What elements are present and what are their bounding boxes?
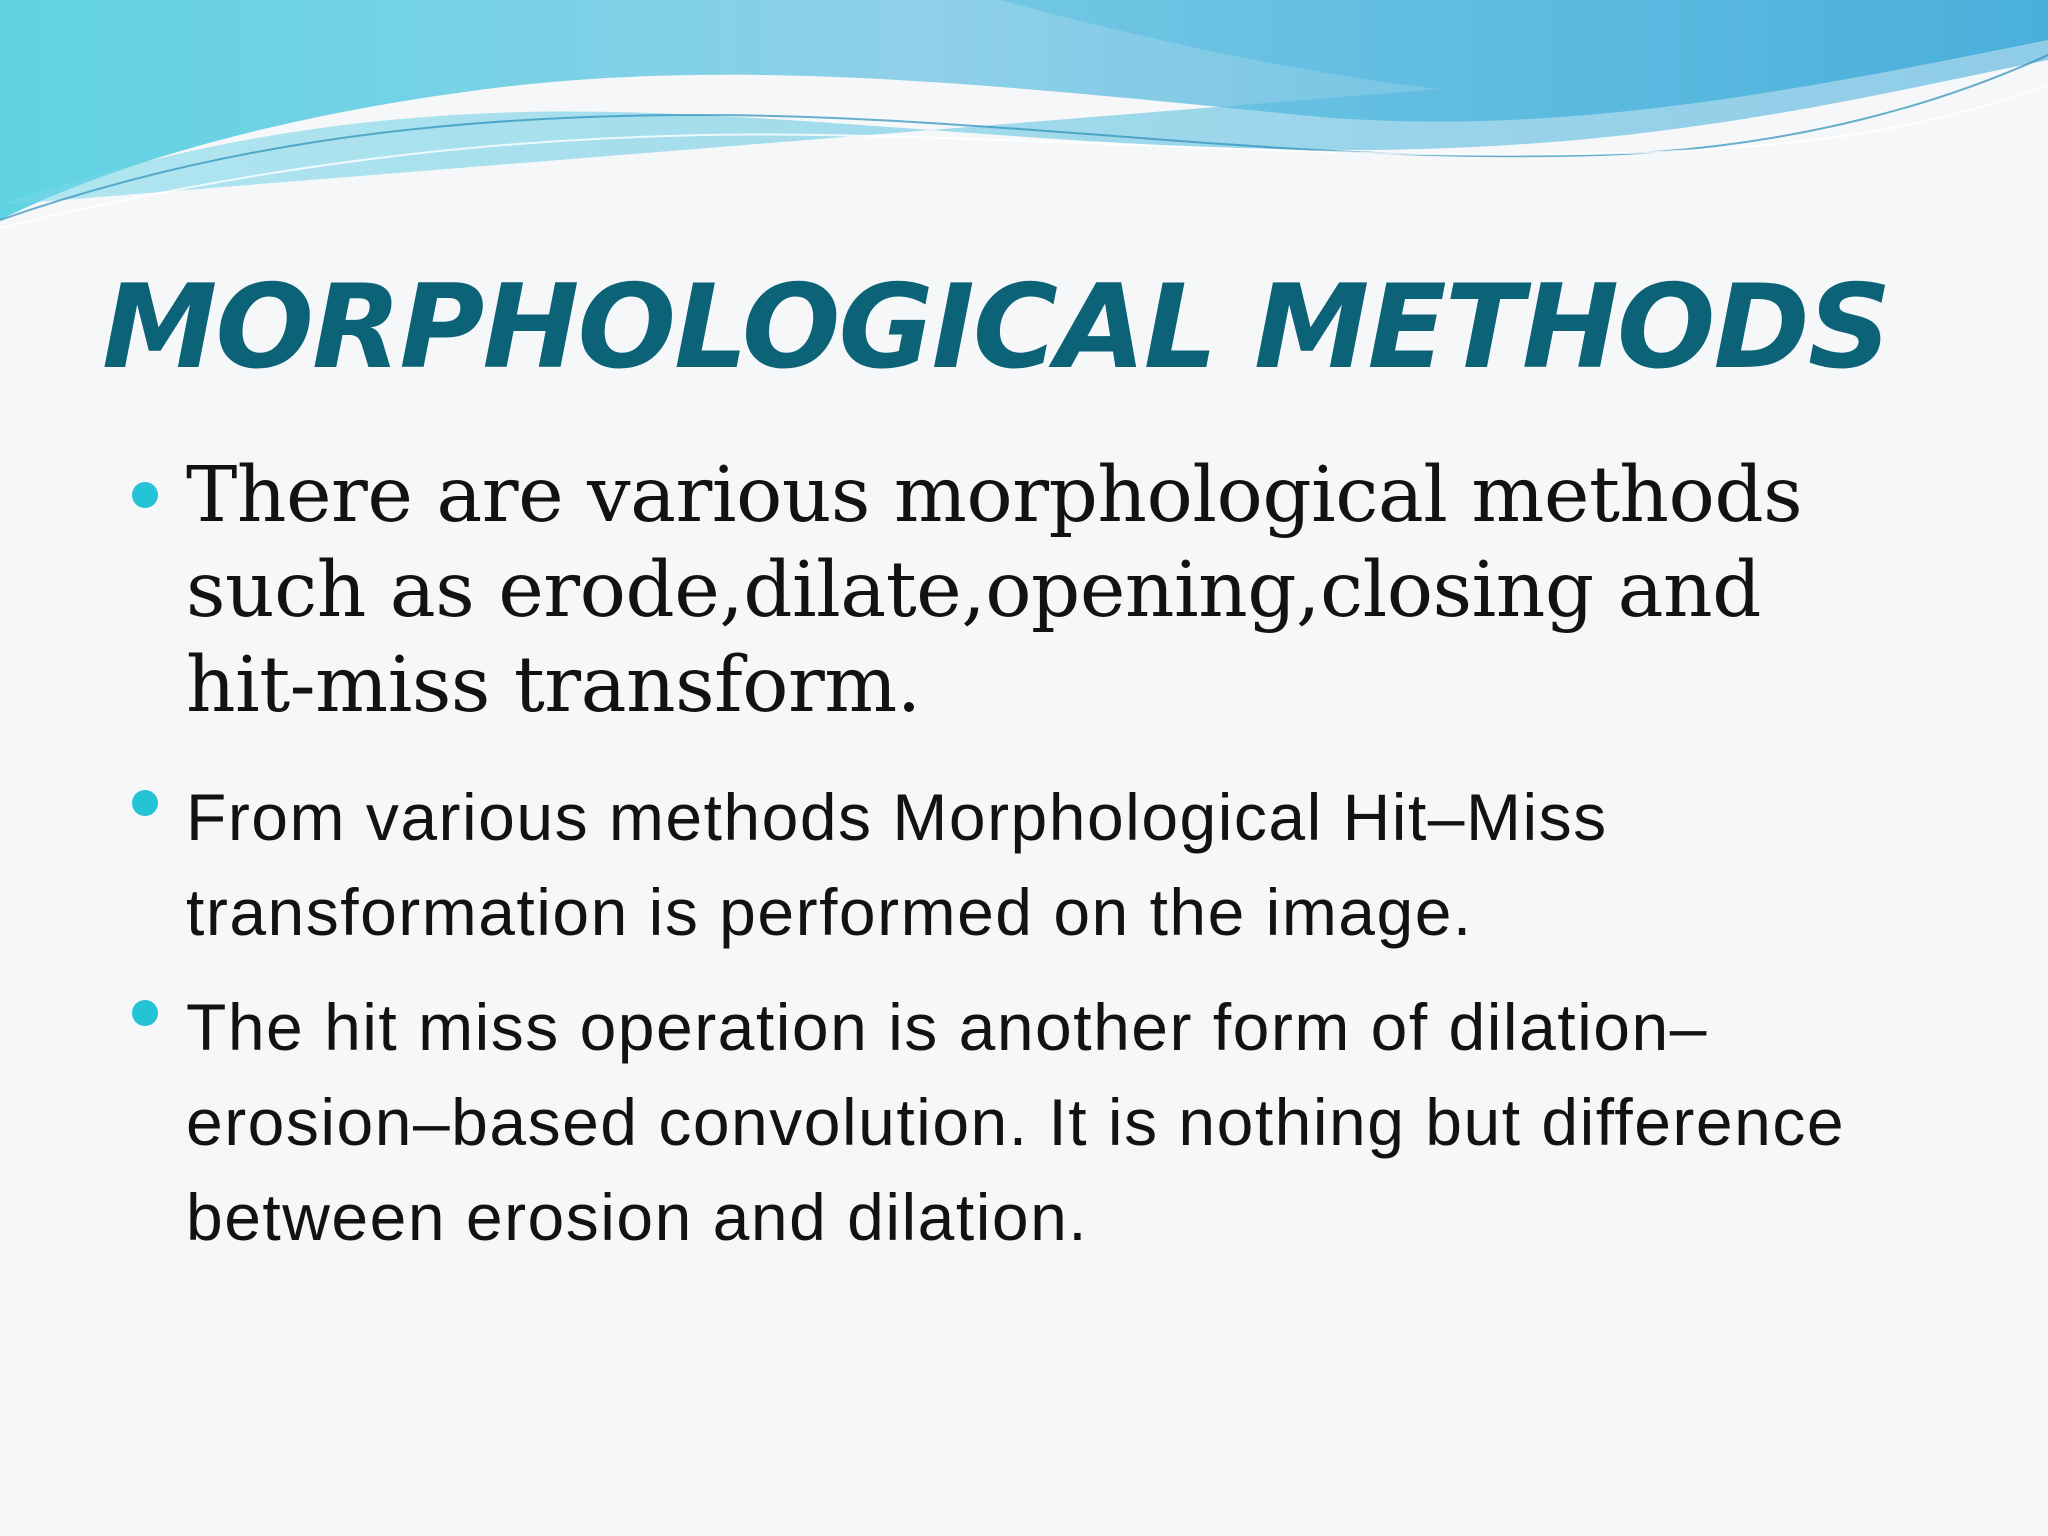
bullet-marker	[132, 790, 158, 816]
bullet-item-1: There are various morphological methods such as erode,dilate,opening,closing and hit-miss transform.	[186, 451, 1803, 730]
bullet-marker	[132, 1000, 158, 1026]
slide-title: MORPHOLOGICAL METHODS	[102, 260, 1890, 395]
bullet-item-2: From various methods Morphological Hit–Miss transformation is performed on the image.	[186, 780, 1608, 949]
bullet-marker	[132, 482, 158, 508]
bullet-item-3: The hit miss operation is another form of dilation–erosion–based convolution. It is nothing but difference between erosion and dilation.	[186, 990, 1846, 1254]
